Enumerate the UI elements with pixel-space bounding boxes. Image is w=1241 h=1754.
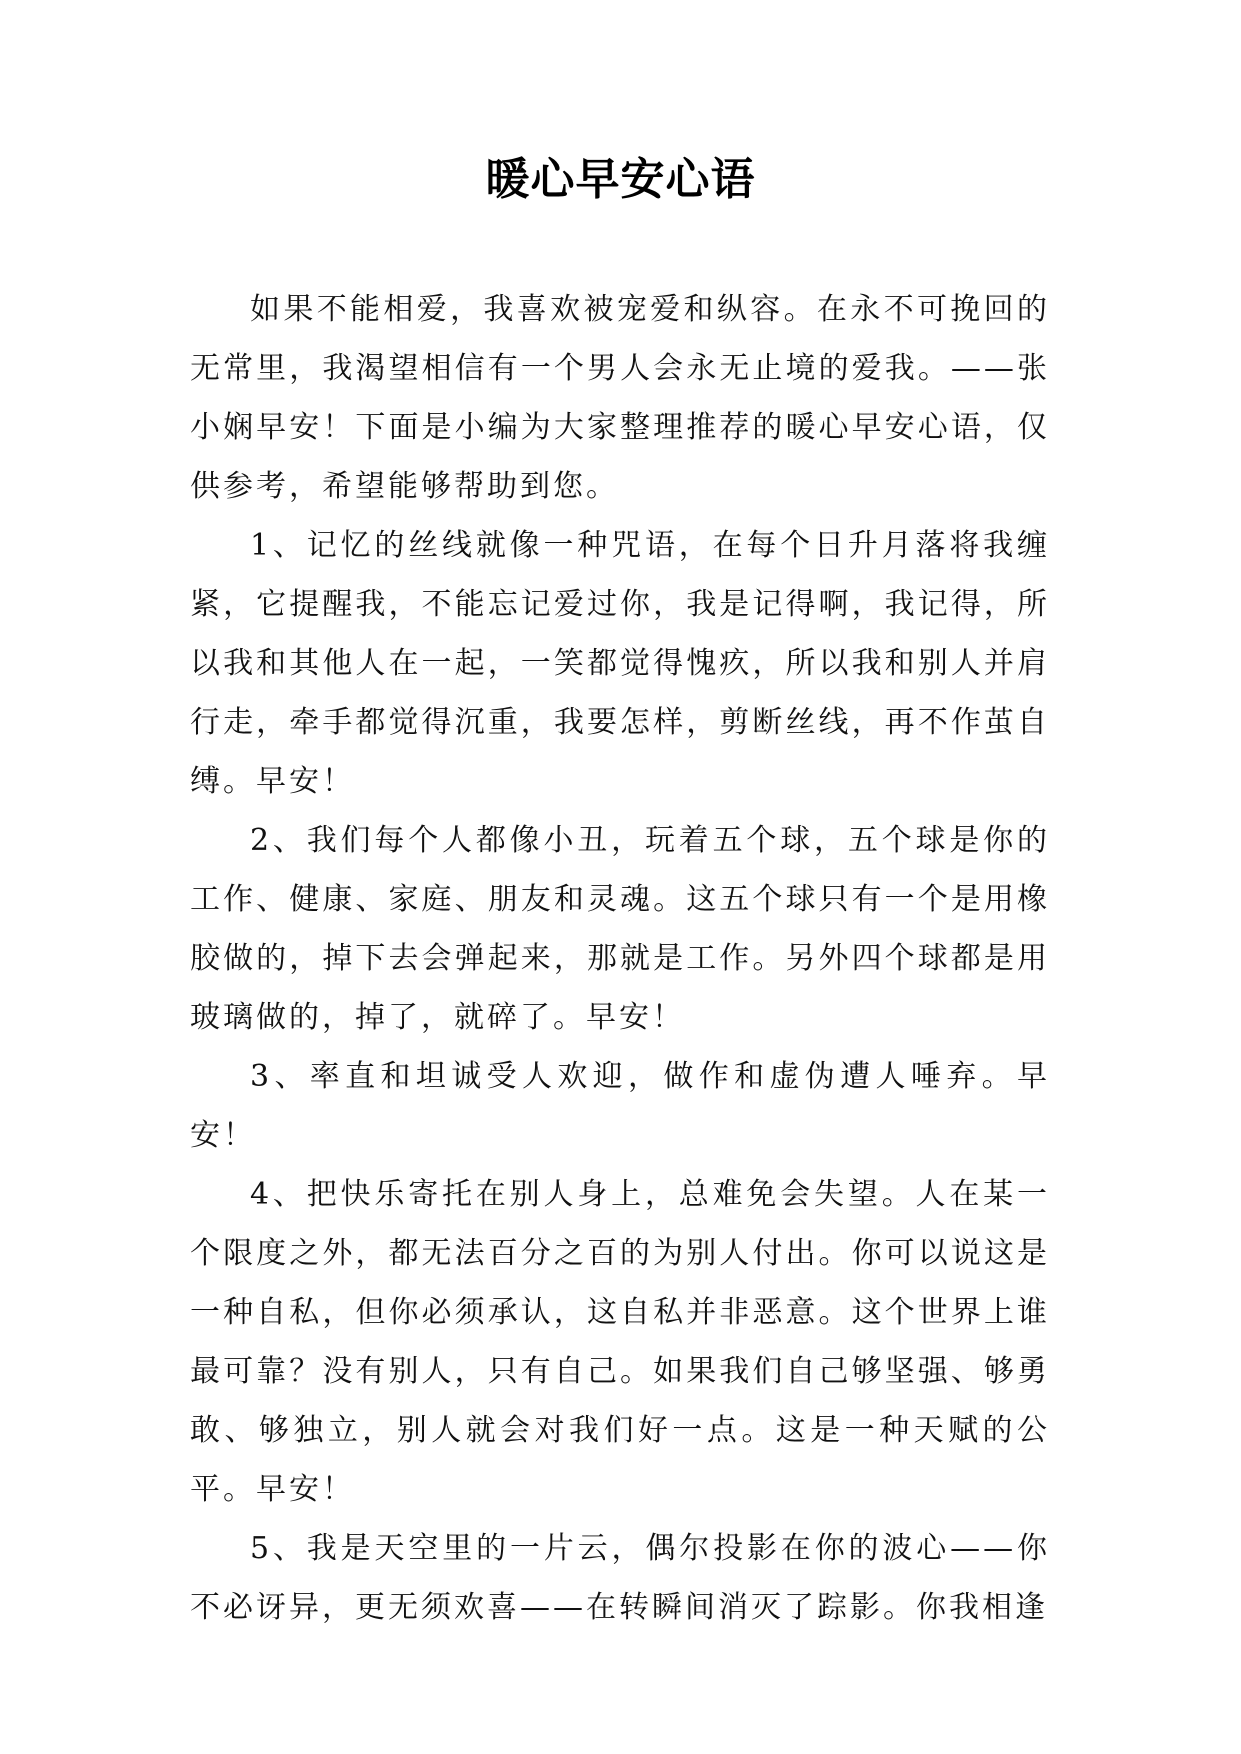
paragraph-2: 2、我们每个人都像小丑，玩着五个球，五个球是你的工作、健康、家庭、朋友和灵魂。这五个球只有一个是用橡胶做的，掉下去会弹起来，那就是工作。另外四个球都是用玻璃做的，掉了，就碎了。早安！ <box>190 823 1050 1035</box>
document-title: 暖心早安心语 <box>485 154 756 205</box>
paragraph-5: 5、我是天空里的一片云，偶尔投影在你的波心——你不必讶异，更无须欢喜——在转瞬间消灭了踪影。你我相逢 <box>190 1531 1050 1625</box>
paragraph-intro: 如果不能相爱，我喜欢被宠爱和纵容。在永不可挽回的无常里，我渴望相信有一个男人会永无止境的爱我。——张小娴早安！下面是小编为大家整理推荐的暖心早安心语，仅供参考，希望能够帮助到您。 <box>190 292 1050 504</box>
paragraph-4: 4、把快乐寄托在别人身上，总难免会失望。人在某一个限度之外，都无法百分之百的为别人付出。你可以说这是一种自私，但你必须承认，这自私并非恶意。这个世界上谁最可靠？没有别人，只有自己。如果我们自己够坚强、够勇敢、够独立，别人就会对我们好一点。这是一种天赋的公平。早安！ <box>190 1177 1050 1507</box>
document-body <box>190 280 1050 1637</box>
paragraph-1: 1、记忆的丝线就像一种咒语，在每个日升月落将我缠紧，它提醒我，不能忘记爱过你，我是记得啊，我记得，所以我和其他人在一起，一笑都觉得愧疚，所以我和别人并肩行走，牵手都觉得沉重，我要怎样，剪断丝线，再不作茧自缚。早安！ <box>190 528 1050 799</box>
paragraph-3: 3、率直和坦诚受人欢迎，做作和虚伪遭人唾弃。早安！ <box>190 1059 1050 1153</box>
